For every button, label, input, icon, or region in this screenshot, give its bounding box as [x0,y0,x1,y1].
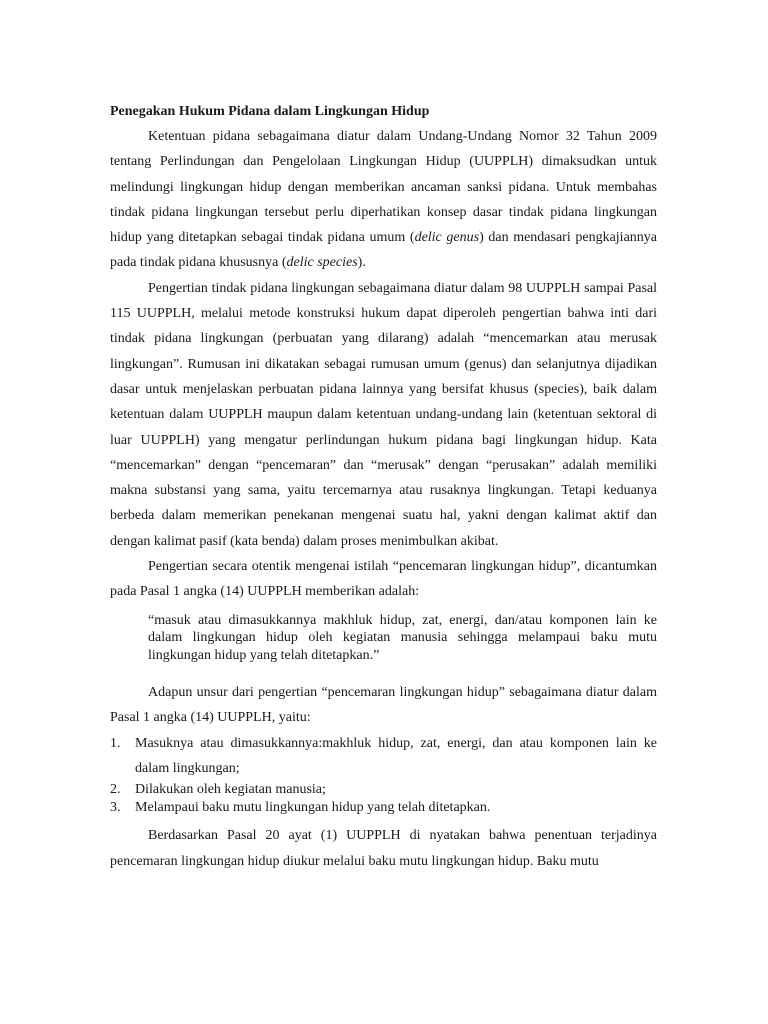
document-title: Penegakan Hukum Pidana dalam Lingkungan Hidup [110,104,430,119]
list-item-number: 1. [110,735,121,751]
list-item [110,799,657,817]
paragraph-1-text-c: ). [357,255,366,271]
paragraph-1-text-b: ) dan mendasari pengkajiannya pada tindak pidana khususnya ( [110,230,657,271]
paragraph-1-italic-species: delic species [286,255,358,271]
paragraph-4: Adapun unsur dari pengertian “pencemaran lingkungan hidup” sebagaimana diatur dalam Pasal 1 angka (14) UUPPLH, yaitu: [110,685,657,726]
document-page [110,100,657,874]
list-item-text: Masuknya atau dimasukkannya:makhluk hidup, zat, energi, dan atau komponen lain ke dalam lingkungan; [135,735,657,777]
list-item [110,731,657,782]
paragraph-2: Pengertian tindak pidana lingkungan sebagaimana diatur dalam 98 UUPPLH sampai Pasal 115 UUPPLH, melalui metode konstruksi hukum dapat diperoleh pengertian bahwa inti dari tindak pidana lingkungan (perbuatan yang dilarang) adalah “mencemarkan atau merusak lingkungan”. Rumusan ini dikatakan sebagai rumusan umum (genus) dan selanjutnya dijadikan dasar untuk menjelaskan perbuatan pidana lainnya yang bersifat khusus (species), baik dalam ketentuan dalam UUPPLH maupun dalam ketentuan undang-undang lain (ketentuan sektoral di luar UUPPLH) yang mengatur perlindungan hukum pidana bagi lingkungan hidup. Kata “mencemarkan” dengan “pencemaran” dan “merusak” dengan “perusakan” adalah memiliki makna substansi yang sama, yaitu tercemarnya atau rusaknya lingkungan. Tetapi keduanya berbeda dalam memerikan penekanan mengenai suatu hal, yakni dengan kalimat aktif dan dengan kalimat pasif (kata benda) dalam proses menimbulkan akibat. [110,280,657,549]
block-quote: “masuk atau dimasukkannya makhluk hidup, zat, energi, dan/atau komponen lain ke dalam lingkungan hidup oleh kegiatan manusia sehingga melampaui baku mutu lingkungan hidup yang telah ditetapkan.” [148,612,657,663]
list-item-text: Dilakukan oleh kegiatan manusia; [135,782,326,798]
list-item-text: Melampaui baku mutu lingkungan hidup yang telah ditetapkan. [135,799,491,815]
paragraph-5: Berdasarkan Pasal 20 ayat (1) UUPPLH di nyatakan bahwa penentuan terjadinya pencemaran lingkungan hidup diukur melalui baku mutu lingkungan hidup. Baku mutu [110,828,657,869]
list-item [110,781,657,799]
paragraph-1-italic-genus: delic genus [414,230,480,246]
paragraph-3: Pengertian secara otentik mengenai istilah “pencemaran lingkungan hidup”, dicantumkan pada Pasal 1 angka (14) UUPPLH memberikan adalah: [110,559,657,600]
list-item-number: 3. [110,799,121,815]
element-list [110,731,657,817]
paragraph-1-text-a: Ketentuan pidana sebagaimana diatur dalam Undang-Undang Nomor 32 Tahun 2009 tentang Perlindungan dan Pengelolaan Lingkungan Hidup (UUPPLH) dimaksudkan untuk melindungi lingkungan hidup dengan memberikan ancaman sanksi pidana. Untuk membahas tindak pidana lingkungan tersebut perlu diperhatikan konsep dasar tindak pidana lingkungan hidup yang ditetapkan sebagai tindak pidana umum ( [110,129,657,246]
paragraph-1 [110,124,657,276]
list-item-number: 2. [110,782,121,798]
